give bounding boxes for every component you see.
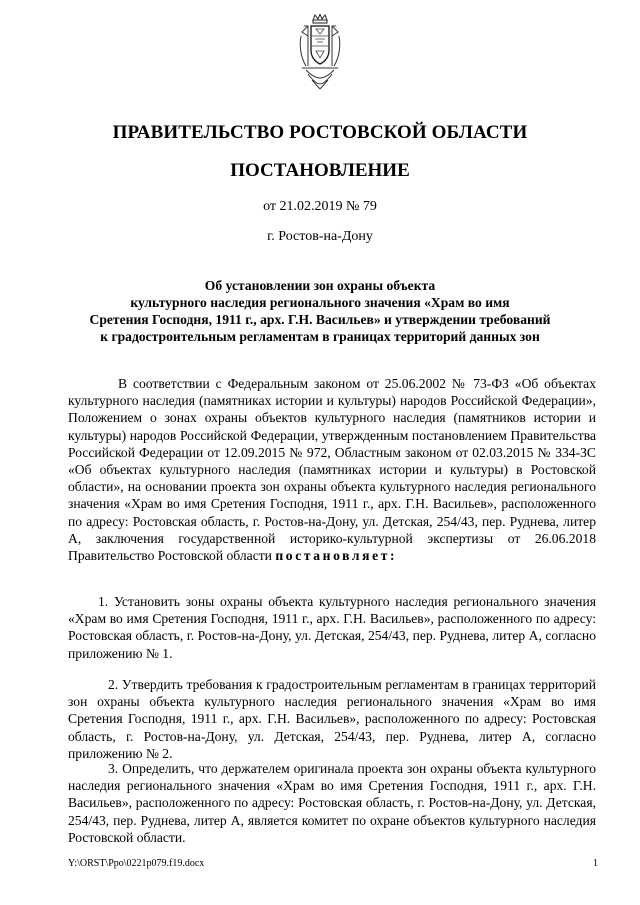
document-type-heading: ПОСТАНОВЛЕНИЕ [230, 160, 410, 181]
file-path-footer: Y:\ORST\Ppo\0221p079.f19.docx [68, 858, 205, 869]
document-title [60, 277, 580, 345]
item-1-paragraph: 1. Установить зоны охраны объекта культурного наследия регионального значения «Храм во имя Сретения Господня, 1911 г., арх. Г.Н. Васильев», расположенного по адресу: Ростовская область, г. Ростов-на-Дону, ул. Детская, 254/43, пер. Руднева, литер А, согласно приложению № 1. [68, 594, 596, 661]
title-line: Сретения Господня, 1911 г., арх. Г.Н. Васильев» и утверждении требований [89, 312, 551, 327]
organization-heading: ПРАВИТЕЛЬСТВО РОСТОВСКОЙ ОБЛАСТИ [112, 122, 528, 143]
item-3-paragraph: 3. Определить, что держателем оригинала проекта зон охраны объекта культурного наследия регионального значения «Храм во имя Сретения Господня, 1911 г., арх. Г.Н. Васильев», расположенного по адресу: Ростовская область, г. Ростов-на-Дону, ул. Детская, 254/43, пер. Руднева, литер А, является комитет по охране объектов культурного наследия Ростовской области. [68, 761, 596, 845]
title-line: к градостроительным регламентам в границах территорий данных зон [100, 329, 540, 344]
title-line: культурного наследия регионального значения «Храм во имя [130, 295, 510, 310]
coat-of-arms-icon [298, 14, 342, 90]
title-line: Об установлении зон охраны объекта [204, 278, 436, 293]
resolves-word: постановляет: [275, 548, 398, 564]
preamble-paragraph [68, 375, 596, 564]
city-line: г. Ростов-на-Дону [267, 229, 373, 244]
preamble-text: В соответствии с Федеральным законом от 25.06.2002 № 73-ФЗ «Об объектах культурного наследия (памятниках истории и культуры) народов Российской Федерации», Положением о зонах охраны объектов культурного наследия (памятников истории и культуры) народов Российской Федерации, утвержденным постановлением Правительства Российской Федерации от 12.09.2015 № 972, Областным законом от 02.03.2015 № 334-ЗС «Об объектах культурного наследия (памятниках истории и культуры) в Ростовской области», на основании проекта зон охраны объекта культурного наследия регионального значения «Храм во имя Сретения Господня, 1911 г., арх. Г.Н. Васильев», расположенного по адресу: Ростовская область, г. Ростов-на-Дону, ул. Детская, 254/43, пер. Руднева, литер А, заключения государственной историко-культурной экспертизы от 26.06.2018 Правительство Ростовской области [68, 376, 596, 564]
page-number: 1 [593, 858, 598, 869]
date-and-number: от 21.02.2019 № 79 [263, 199, 377, 214]
item-2-paragraph: 2. Утвердить требования к градостроительным регламентам в границах территорий зон охраны объекта культурного наследия регионального значения «Храм во имя Сретения Господня, 1911 г., арх. Г.Н. Васильев», расположенного по адресу: Ростовская область, г. Ростов-на-Дону, ул. Детская, 254/43, пер. Руднева, литер А, согласно приложению № 2. [68, 677, 596, 761]
